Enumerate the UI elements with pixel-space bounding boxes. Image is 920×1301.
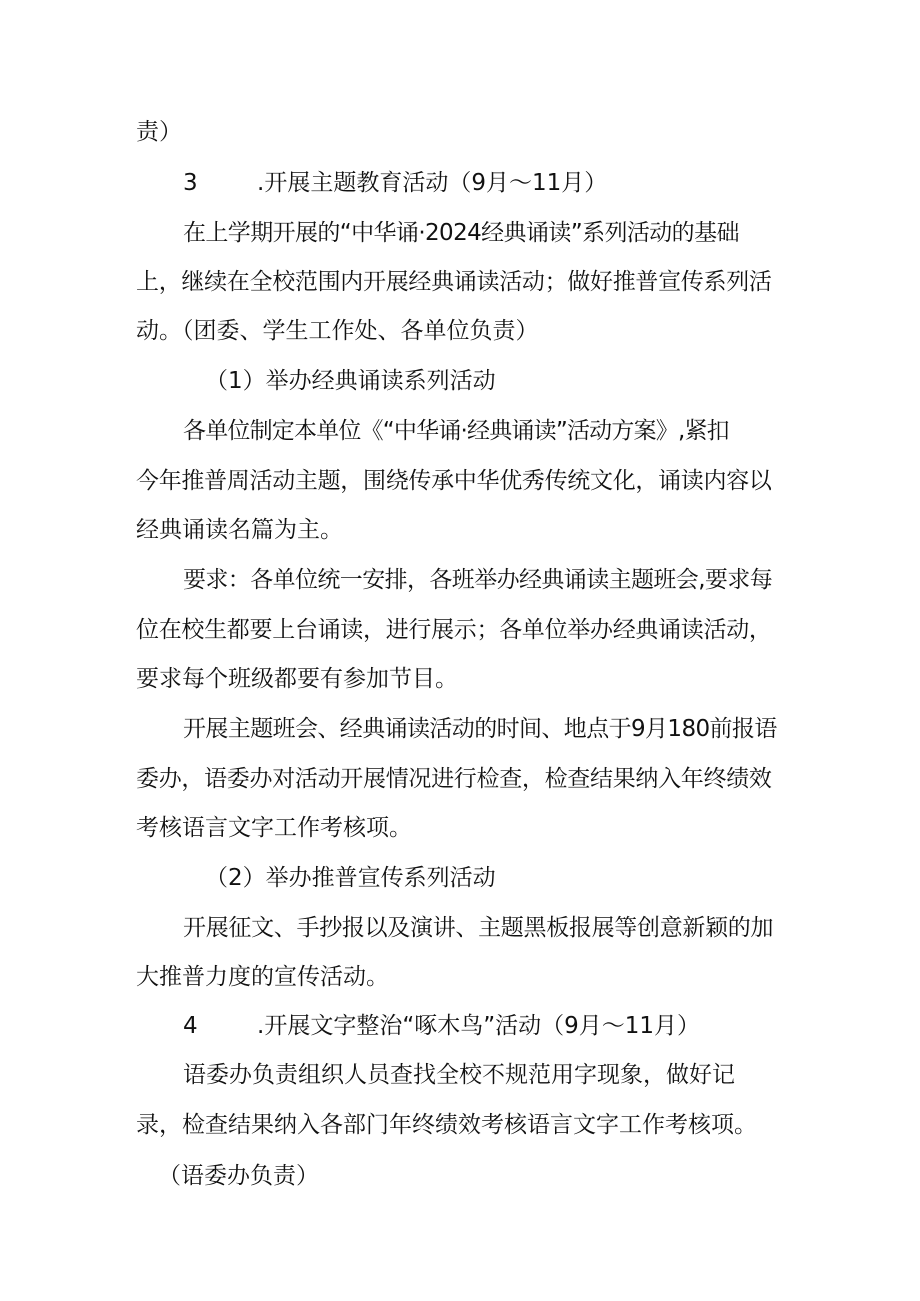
text-line: 动。（团委、学生工作处、各单位负责） — [136, 318, 539, 344]
text-line: 考核语言文字工作考核项。 — [136, 815, 412, 841]
text-line: 委办，语委办对活动开展情况进行检查，检查结果纳入年终绩效 — [136, 766, 772, 792]
subsection-heading-2: （2）举办推普宣传系列活动 — [205, 865, 496, 891]
text-line: 责） — [136, 119, 182, 145]
section-title: 开展文字整治“啄木鸟”活动（9月〜11月） — [264, 1013, 701, 1039]
text-line: （语委办负责） — [158, 1163, 319, 1189]
text-line: 开展征文、手抄报以及演讲、主题黑板报展等创意新颖的加 — [183, 915, 774, 941]
text-line: 要求每个班级都要有参加节目。 — [136, 666, 458, 692]
text-line: 开展主题班会、经典诵读活动的时间、地点于9月180前报语 — [183, 716, 777, 742]
text-line: 今年推普周活动主题，围绕传承中华优秀传统文化，诵读内容以 — [136, 468, 772, 494]
text-line: 经典诵读名篇为主。 — [136, 517, 343, 543]
text-line: 位在校生都要上台诵读，进行展示；各单位举办经典诵读活动， — [136, 617, 772, 643]
section-number: 4 — [183, 1013, 198, 1039]
text-line: 在上学期开展的“中华诵·2024经典诵读”系列活动的基础 — [183, 220, 739, 246]
section-number: 3 — [183, 170, 198, 196]
section-dot: . — [257, 170, 265, 196]
text-line: 录，检查结果纳入各部门年终绩效考核语言文字工作考核项。 — [136, 1112, 757, 1138]
text-line: 上，继续在全校范围内开展经典诵读活动；做好推普宣传系列活 — [136, 269, 772, 295]
text-line: 语委办负责组织人员查找全校不规范用字现象，做好记 — [183, 1062, 735, 1088]
subsection-heading-1: （1）举办经典诵读系列活动 — [205, 368, 496, 394]
section-dot: . — [257, 1013, 265, 1039]
section-title: 开展主题教育活动（9月〜11月） — [264, 170, 608, 196]
text-line: 要求：各单位统一安排，各班举办经典诵读主题班会,要求每 — [183, 567, 773, 593]
text-line: 大推普力度的宣传活动。 — [136, 964, 389, 990]
section-heading-4 — [183, 1011, 700, 1041]
section-heading-3 — [183, 168, 607, 198]
text-line: 各单位制定本单位《“中华诵·经典诵读”活动方案》,紧扣 — [183, 418, 729, 444]
